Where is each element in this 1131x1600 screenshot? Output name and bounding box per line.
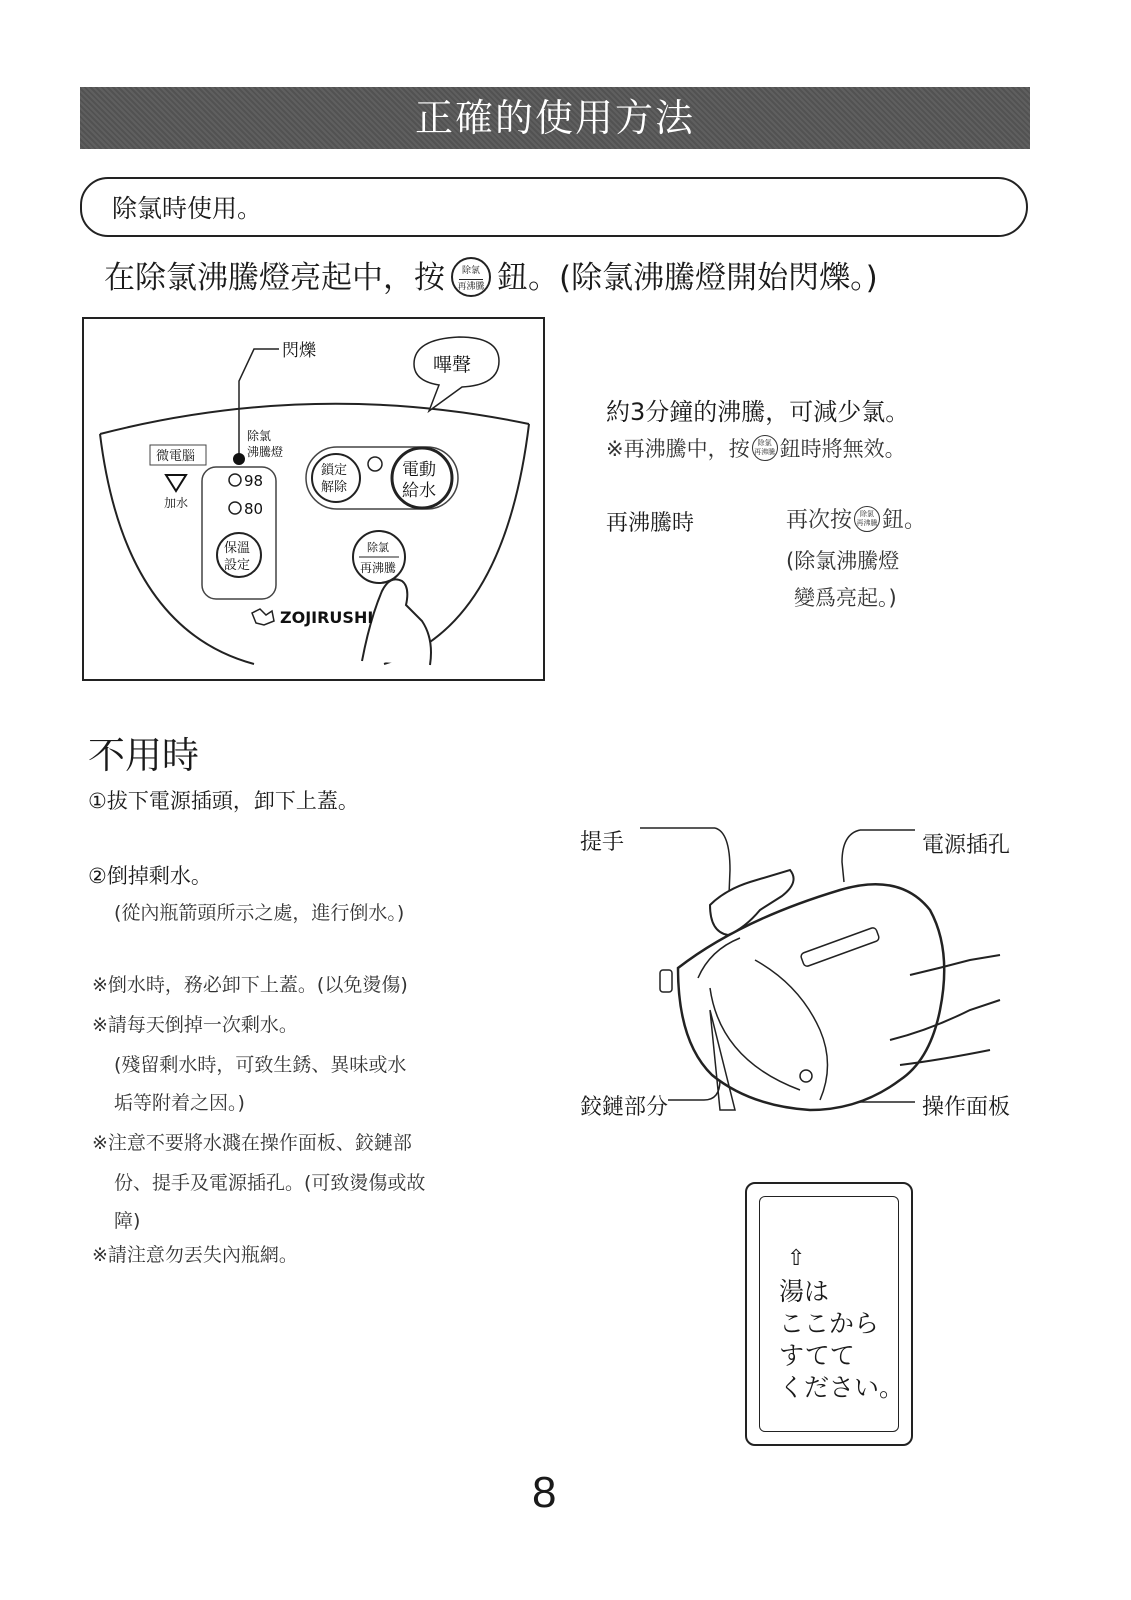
handle-label: 提手 xyxy=(580,830,625,855)
dechlor-reboil-mini-icon: 除氯 再沸騰 xyxy=(752,435,778,461)
reboil-line-2: (除氯沸騰燈 xyxy=(786,549,900,573)
instruction-after: 鈕。(除氯沸騰燈開始閃爍。) xyxy=(497,260,878,296)
up-arrow-icon: ⇧ xyxy=(787,1246,806,1271)
svg-text:設定: 設定 xyxy=(224,558,251,573)
reboil-invalid-note: ※再沸騰中，按 除氯 再沸騰 鈕時將無效。 xyxy=(606,437,906,461)
note-2: ※請每天倒掉一次剩水。 xyxy=(92,1014,298,1036)
note-2-line-3: 垢等附着之因。) xyxy=(114,1092,245,1114)
pouring-illustration xyxy=(560,810,1040,1190)
power-socket-label: 電源插孔 xyxy=(922,833,1011,858)
note-3-line-2: 份、提手及電源插孔。(可致燙傷或故 xyxy=(114,1172,426,1194)
add-water-label: 加水 xyxy=(164,496,189,510)
page-title: 正確的使用方法 xyxy=(80,87,1030,149)
note-4: ※請注意勿丟失內瓶網。 xyxy=(92,1244,298,1266)
page-number: 8 xyxy=(532,1468,557,1517)
flash-label: 閃爍 xyxy=(282,341,316,361)
note-3: ※注意不要將水濺在操作面板、鉸鏈部 xyxy=(92,1132,412,1154)
dechlor-reboil-button-icon: 除氯 再沸騰 xyxy=(451,257,491,297)
svg-text:保溫: 保溫 xyxy=(224,541,251,556)
add-water-triangle-icon xyxy=(166,475,186,491)
svg-text:再沸騰: 再沸騰 xyxy=(360,561,397,575)
reboil-label: 再沸騰時 xyxy=(606,511,695,536)
instruction-line xyxy=(104,252,1044,300)
control-panel-svg xyxy=(84,319,547,683)
lamp-label-2: 沸騰燈 xyxy=(247,445,284,459)
note-3-line-3: 障) xyxy=(114,1210,141,1232)
elephant-logo-icon xyxy=(252,609,274,625)
reduce-chlorine-text: 約3分鐘的沸騰，可減少氯。 xyxy=(606,398,910,426)
note-2-line-2: (殘留剩水時，可致生銹、異味或水 xyxy=(114,1054,407,1076)
step-2: ②倒掉剩水。 xyxy=(88,864,212,888)
operation-panel-label: 操作面板 xyxy=(922,1095,1011,1120)
svg-text:電動: 電動 xyxy=(402,460,436,480)
unused-heading: 不用時 xyxy=(88,734,199,777)
step-2-note: (從內瓶箭頭所示之處，進行倒水。) xyxy=(114,902,405,924)
reboil-line-3: 變爲亮起。) xyxy=(794,586,897,610)
control-panel-illustration xyxy=(82,317,545,681)
microcomputer-label: 微電腦 xyxy=(156,449,196,464)
instruction-before: 在除氯沸騰燈亮起中，按 xyxy=(104,260,445,296)
note-1: ※倒水時，務必卸下上蓋。(以免燙傷) xyxy=(92,974,408,996)
dechlor-lamp xyxy=(233,453,245,465)
beep-label: 嗶聲 xyxy=(433,354,472,376)
lamp-label-1: 除氯 xyxy=(247,429,272,443)
inner-pot-label-illustration xyxy=(745,1182,913,1446)
brand-label: ZOJIRUSHI xyxy=(280,608,374,627)
svg-text:鎖定: 鎖定 xyxy=(321,463,348,478)
inner-pot-pour-text: 湯は ここから すてて ください。 xyxy=(779,1277,905,1402)
svg-text:除氯: 除氯 xyxy=(367,541,389,554)
svg-text:解除: 解除 xyxy=(321,480,348,495)
temp-80: 80 xyxy=(244,500,264,518)
temp-98: 98 xyxy=(244,472,264,490)
reboil-instruction: 再次按 除氯 再沸騰 鈕。 xyxy=(786,508,927,533)
dechlor-reboil-mini-icon: 除氯 再沸騰 xyxy=(854,506,880,532)
step-1: ①拔下電源插頭，卸下上蓋。 xyxy=(88,789,359,813)
svg-text:給水: 給水 xyxy=(402,481,436,501)
hinge-label: 鉸鏈部分 xyxy=(580,1095,669,1120)
section-tab-label: 除氯時使用。 xyxy=(112,194,263,223)
section-tab xyxy=(80,177,1028,237)
